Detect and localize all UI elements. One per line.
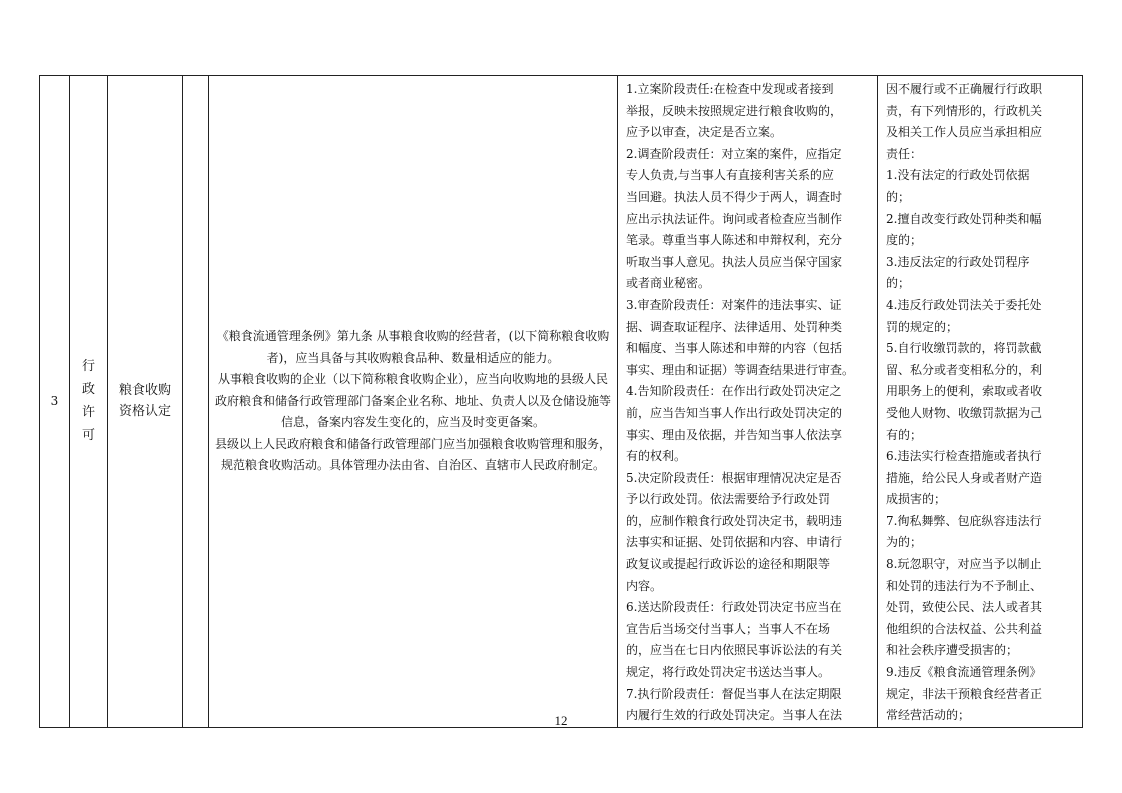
liability-line: 罚的规定的； bbox=[886, 319, 959, 334]
responsibility-line: 6.送达阶段责任：行政处罚决定书应当在 bbox=[626, 600, 842, 615]
liability-line: 他组织的合法权益、公共利益 bbox=[886, 621, 1043, 636]
liability-line: 和处罚的违法行为不予制止、 bbox=[886, 578, 1043, 593]
item-name-cell bbox=[108, 76, 183, 728]
liability-line: 为的； bbox=[886, 535, 923, 550]
responsibility-line: 的，应当在七日内依照民事诉讼法的有关 bbox=[626, 643, 843, 658]
item-type-cell bbox=[70, 76, 108, 728]
liability-lines bbox=[886, 79, 1076, 727]
liability-line: 6.违法实行检查措施或者执行 bbox=[886, 449, 1042, 464]
responsibility-lines bbox=[626, 79, 871, 727]
liability-line: 受他人财物、收缴罚款据为己 bbox=[886, 405, 1043, 420]
responsibility-line: 宣告后当场交付当事人；当事人不在场 bbox=[626, 621, 831, 636]
legal-basis-paragraph: 《粮食流通管理条例》第九条 从事粮食收购的经营者，(以下简称粮食收购者)，应当具备与其收购粮食品种、数量相适应的能力。 bbox=[216, 329, 610, 365]
liability-line: 和社会秩序遭受损害的； bbox=[886, 643, 1019, 658]
liability-line: 9.违反《粮食流通管理条例》 bbox=[886, 665, 1042, 680]
liability-line: 4.违反行政处罚法关于委托处 bbox=[886, 297, 1042, 312]
responsibility-line: 2.调查阶段责任：对立案的案件，应指定 bbox=[626, 146, 842, 161]
item-name: 粮食收购资格认定 bbox=[118, 383, 171, 420]
responsibility-line: 前，应当告知当事人作出行政处罚决定的 bbox=[626, 405, 843, 420]
responsibility-line: 内容。 bbox=[626, 578, 663, 593]
liability-line: 责任： bbox=[886, 146, 923, 161]
responsibility-line: 或者商业秘密。 bbox=[626, 276, 711, 291]
responsibility-line: 内履行生效的行政处罚决定。当事人在法 bbox=[626, 708, 843, 723]
legal-basis-cell bbox=[209, 76, 618, 728]
page-number: 12 bbox=[554, 713, 568, 728]
liability-line: 及相关工作人员应当承担相应 bbox=[886, 125, 1043, 140]
responsibility-line: 5.决定阶段责任：根据审理情况决定是否 bbox=[626, 470, 842, 485]
liability-line: 有的； bbox=[886, 427, 923, 442]
liability-line: 度的； bbox=[886, 233, 923, 248]
responsibility-line: 规定，将行政处罚决定书送达当事人。 bbox=[626, 665, 831, 680]
liability-line: 5.自行收缴罚款的，将罚款截 bbox=[886, 341, 1042, 356]
liability-line: 处罚，致使公民、法人或者其 bbox=[886, 600, 1043, 615]
table-row bbox=[40, 76, 1083, 728]
responsibility-line: 的，应制作粮食行政处罚决定书，载明违 bbox=[626, 513, 843, 528]
liability-line: 8.玩忽职守，对应当予以制止 bbox=[886, 557, 1042, 572]
responsibility-line: 举报，反映未按照规定进行粮食收购的， bbox=[626, 103, 843, 118]
responsibility-line: 据、调查取证程序、法律适用、处罚种类 bbox=[626, 319, 843, 334]
responsibility-line: 政复议或提起行政诉讼的途径和期限等 bbox=[626, 557, 831, 572]
liability-line: 用职务上的便利，索取或者收 bbox=[886, 384, 1043, 399]
responsibility-line: 事实、理由和证据）等调查结果进行审查。 bbox=[626, 362, 855, 377]
responsibility-line: 应予以审查，决定是否立案。 bbox=[626, 125, 783, 140]
liability-line: 留、私分或者变相私分的，利 bbox=[886, 362, 1043, 377]
row-number: 3 bbox=[50, 394, 59, 409]
legal-basis-paragraph: 县级以上人民政府粮食和储备行政管理部门应当加强粮食收购管理和服务，规范粮食收购活动。具体管理办法由省、自治区、直辖市人民政府制定。 bbox=[214, 436, 611, 473]
empty-cell bbox=[183, 76, 209, 728]
responsibility-line: 4.告知阶段责任：在作出行政处罚决定之 bbox=[626, 384, 842, 399]
legal-basis-paragraph: 从事粮食收购的企业（以下简称粮食收购企业），应当向收购地的县级人民政府粮食和储备行政管理部门备案企业名称、地址、负责人以及仓储设施等信息，备案内容发生变化的，应当及时变更备案。 bbox=[214, 372, 611, 430]
responsibility-line: 3.审查阶段责任：对案件的违法事实、证 bbox=[626, 297, 842, 312]
liability-line: 2.擅自改变行政处罚种类和幅 bbox=[886, 211, 1042, 226]
responsibility-line: 法事实和证据、处罚依据和内容、申请行 bbox=[626, 535, 843, 550]
item-type: 行政许可 bbox=[81, 359, 95, 444]
responsibility-line: 7.执行阶段责任：督促当事人在法定期限 bbox=[626, 686, 842, 701]
responsibility-line: 应出示执法证件。询问或者检查应当制作 bbox=[626, 211, 843, 226]
liability-line: 因不履行或不正确履行行政职 bbox=[886, 82, 1043, 96]
liability-line: 的； bbox=[886, 276, 911, 291]
liability-line: 的； bbox=[886, 189, 911, 204]
responsibility-line: 事实、理由及依据，并告知当事人依法享 bbox=[626, 427, 843, 442]
liability-line: 3.违反法定的行政处罚程序 bbox=[886, 254, 1030, 269]
liability-line: 措施，给公民人身或者财产造 bbox=[886, 470, 1043, 485]
liability-line: 1.没有法定的行政处罚依据 bbox=[886, 168, 1030, 183]
liability-line: 规定，非法干预粮食经营者正 bbox=[886, 686, 1043, 701]
responsibility-line: 1.立案阶段责任:在检查中发现或者接到 bbox=[626, 82, 834, 96]
responsibility-line: 听取当事人意见。执法人员应当保守国家 bbox=[626, 254, 843, 269]
responsibility-cell bbox=[618, 76, 878, 728]
liability-line: 成损害的； bbox=[886, 492, 947, 507]
responsibility-line: 有的权利。 bbox=[626, 449, 687, 464]
responsibility-line: 笔录。尊重当事人陈述和申辩权利，充分 bbox=[626, 233, 843, 248]
responsibility-line: 专人负责,与当事人有直接利害关系的应 bbox=[626, 168, 834, 183]
liability-cell bbox=[878, 76, 1083, 728]
responsibility-line: 当回避。执法人员不得少于两人，调查时 bbox=[626, 189, 843, 204]
row-number-cell bbox=[40, 76, 70, 728]
liability-line: 责，有下列情形的，行政机关 bbox=[886, 103, 1043, 118]
responsibility-line: 和幅度、当事人陈述和申辩的内容（包括 bbox=[626, 341, 843, 356]
responsibility-table bbox=[39, 75, 1083, 728]
liability-line: 常经营活动的； bbox=[886, 708, 971, 723]
responsibility-line: 予以行政处罚。依法需要给予行政处罚 bbox=[626, 492, 831, 507]
liability-line: 7.徇私舞弊、包庇纵容违法行 bbox=[886, 513, 1042, 528]
